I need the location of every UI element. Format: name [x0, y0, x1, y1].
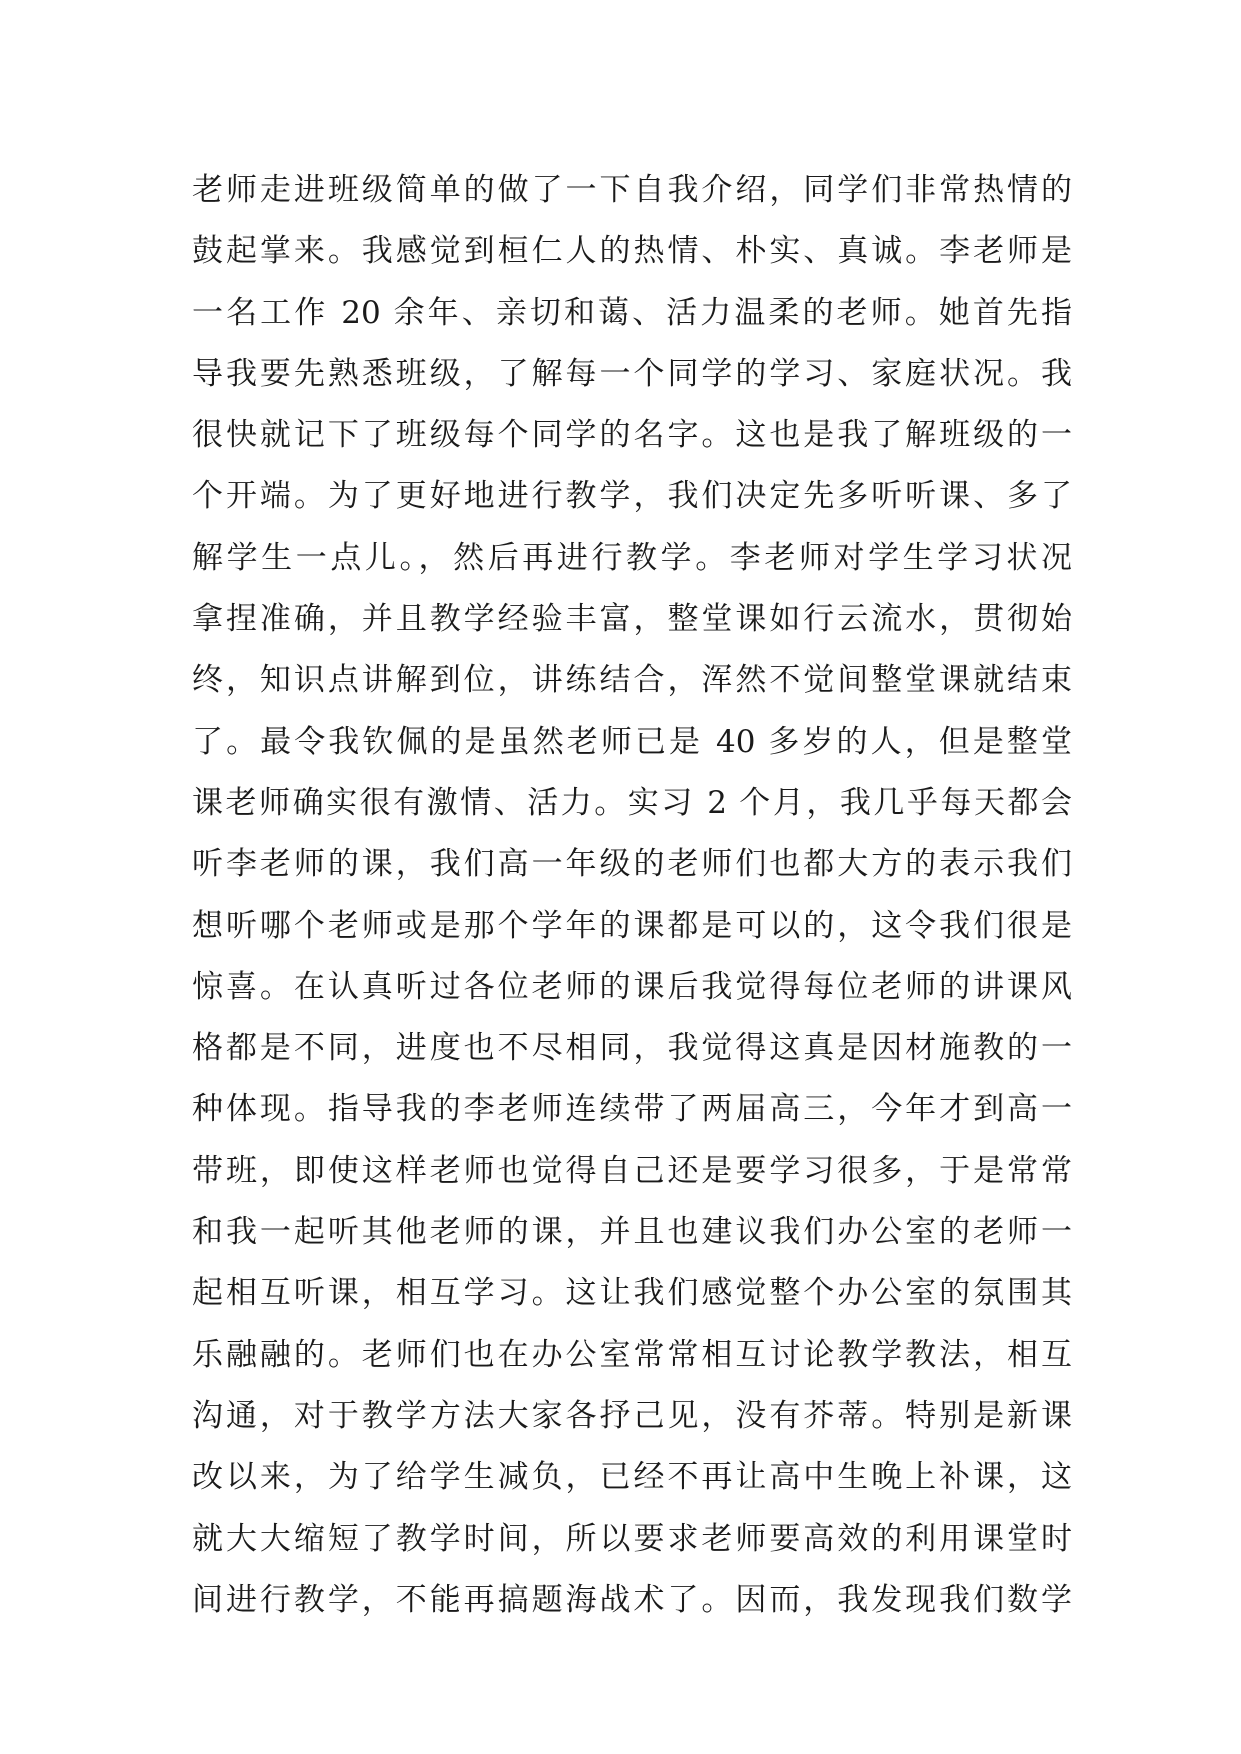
- text-line: 沟通，对于教学方法大家各抒己见，没有芥蒂。特别是新课: [192, 1397, 1072, 1434]
- text-line: 和我一起听其他老师的课，并且也建议我们办公室的老师一: [192, 1214, 1072, 1251]
- text-line: 听李老师的课，我们高一年级的老师们也都大方的表示我们: [192, 846, 1072, 883]
- text-line: 一名工作 20 余年、亲切和蔼、活力温柔的老师。她首先指: [192, 294, 1072, 331]
- text-line: 终，知识点讲解到位，讲练结合，浑然不觉间整堂课就结束: [192, 662, 1072, 699]
- text-line: 起相互听课，相互学习。这让我们感觉整个办公室的氛围其: [192, 1275, 1072, 1312]
- text-line: 带班，即使这样老师也觉得自己还是要学习很多，于是常常: [192, 1152, 1072, 1189]
- text-line: 导我要先熟悉班级，了解每一个同学的学习、家庭状况。我: [192, 355, 1072, 392]
- text-line: 种体现。指导我的李老师连续带了两届高三，今年才到高一: [192, 1091, 1072, 1128]
- text-line: 就大大缩短了教学时间，所以要求老师要高效的利用课堂时: [192, 1520, 1072, 1557]
- text-line: 个开端。为了更好地进行教学，我们决定先多听听课、多了: [192, 478, 1072, 515]
- text-line: 改以来，为了给学生减负，已经不再让高中生晚上补课，这: [192, 1459, 1072, 1496]
- body-paragraph: [192, 160, 1072, 1631]
- text-line: 了。最令我钦佩的是虽然老师已是 40 多岁的人，但是整堂: [192, 723, 1072, 760]
- text-line: 很快就记下了班级每个同学的名字。这也是我了解班级的一: [192, 417, 1072, 454]
- text-line: 鼓起掌来。我感觉到桓仁人的热情、朴实、真诚。李老师是: [192, 233, 1072, 270]
- text-line: 想听哪个老师或是那个学年的课都是可以的，这令我们很是: [192, 907, 1072, 944]
- text-line: 课老师确实很有激情、活力。实习 2 个月，我几乎每天都会: [192, 784, 1072, 821]
- text-line: 格都是不同，进度也不尽相同，我觉得这真是因材施教的一: [192, 1030, 1072, 1067]
- text-line: 间进行教学，不能再搞题海战术了。因而，我发现我们数学: [192, 1581, 1072, 1618]
- text-line: 惊喜。在认真听过各位老师的课后我觉得每位老师的讲课风: [192, 968, 1072, 1005]
- text-line: 解学生一点儿。，然后再进行教学。李老师对学生学习状况: [192, 539, 1072, 576]
- text-line: 老师走进班级简单的做了一下自我介绍，同学们非常热情的: [192, 172, 1072, 208]
- text-line: 乐融融的。老师们也在办公室常常相互讨论教学教法，相互: [192, 1336, 1072, 1373]
- text-line: 拿捏准确，并且教学经验丰富，整堂课如行云流水，贯彻始: [192, 601, 1072, 638]
